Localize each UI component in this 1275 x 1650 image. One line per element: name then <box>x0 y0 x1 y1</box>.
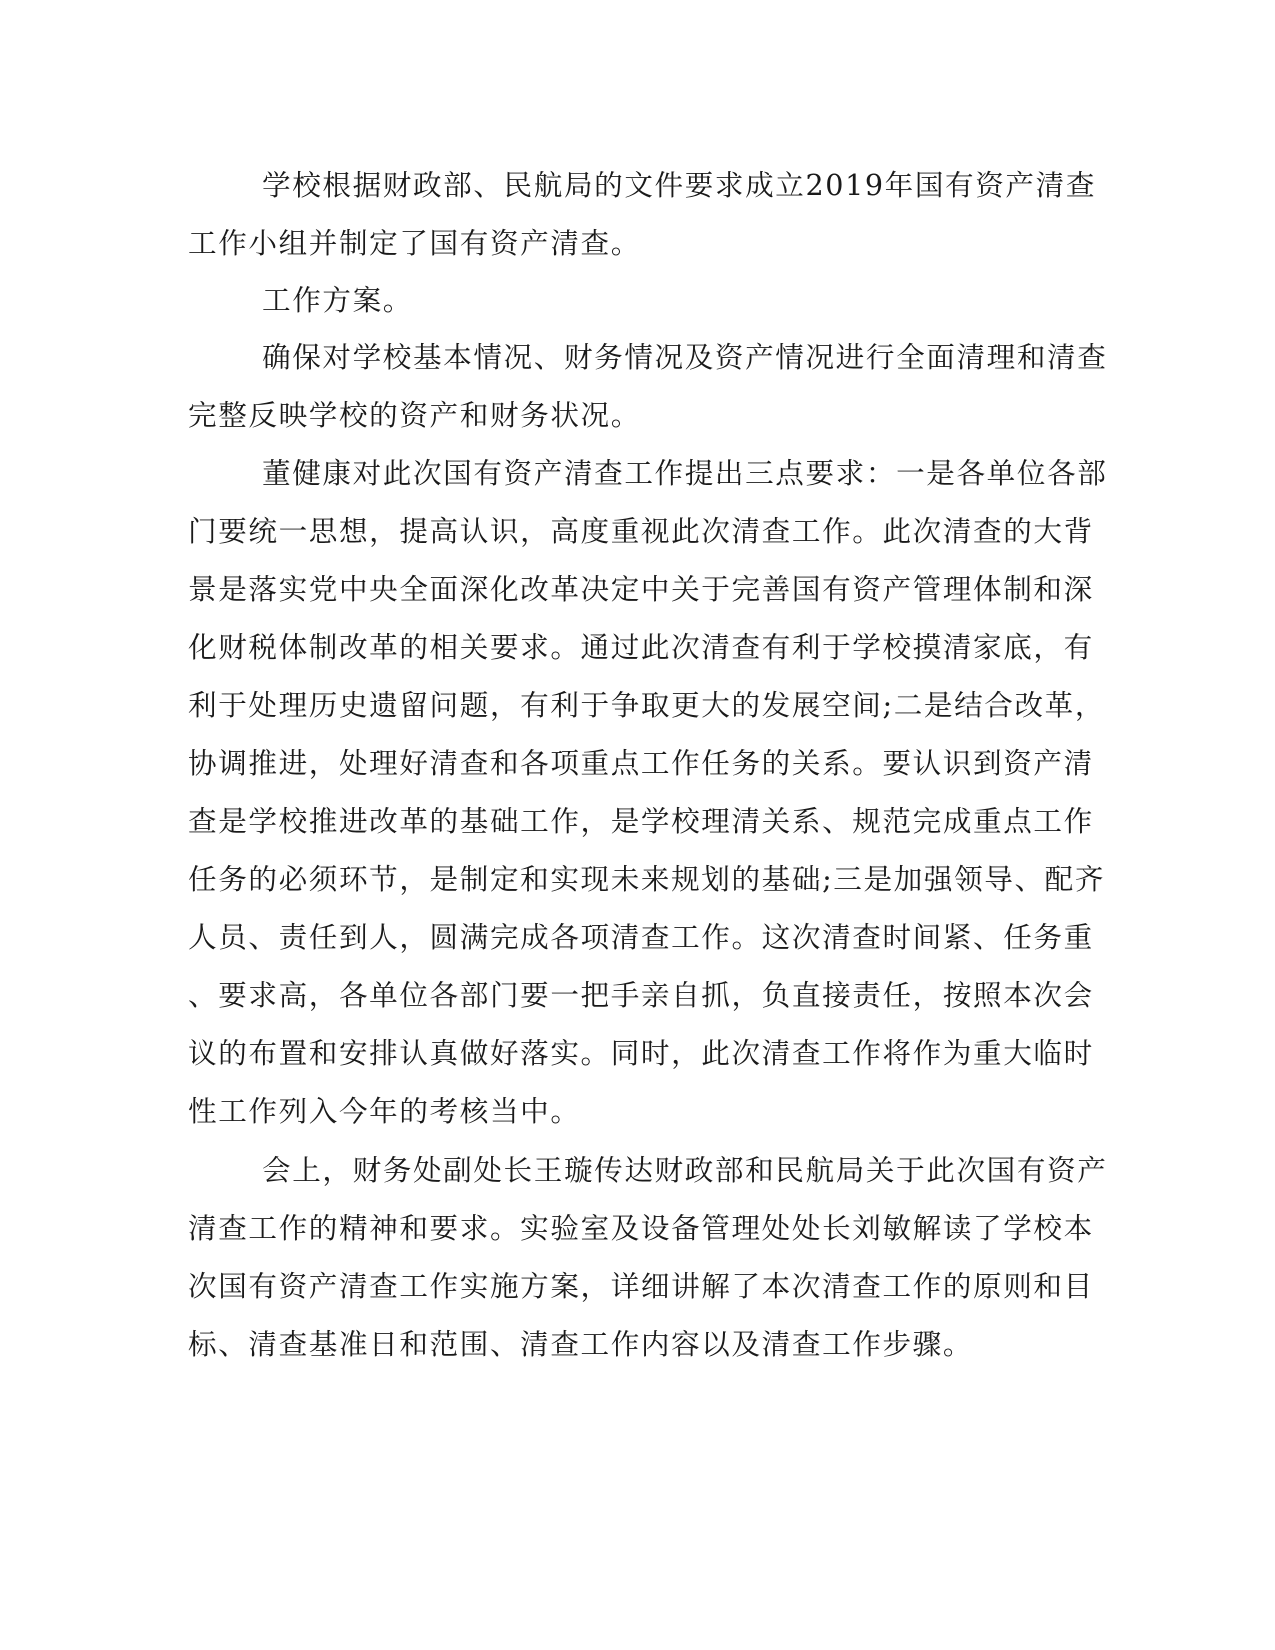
text-line: 会上，财务处副处长王璇传达财政部和民航局关于此次国有资产 <box>262 1153 1108 1187</box>
text-line: 董健康对此次国有资产清查工作提出三点要求：一是各单位各部 <box>262 456 1108 490</box>
text-line: 工作小组并制定了国有资产清查。 <box>188 226 641 260</box>
text-line: 利于处理历史遗留问题，有利于争取更大的发展空间;二是结合改革， <box>188 688 1106 722</box>
text-line: 门要统一思想，提高认识，高度重视此次清查工作。此次清查的大背 <box>188 514 1094 548</box>
text-line: 议的布置和安排认真做好落实。同时，此次清查工作将作为重大临时 <box>188 1036 1094 1070</box>
text-line: 任务的必须环节，是制定和实现未来规划的基础;三是加强领导、配齐 <box>188 862 1106 896</box>
text-line: 人员、责任到人，圆满完成各项清查工作。这次清查时间紧、任务重 <box>188 920 1094 954</box>
text-line: 、要求高，各单位各部门要一把手亲自抓，负直接责任，按照本次会 <box>188 978 1094 1012</box>
text-line: 化财税体制改革的相关要求。通过此次清查有利于学校摸清家底，有 <box>188 630 1094 664</box>
text-line: 标、清查基准日和范围、清查工作内容以及清查工作步骤。 <box>188 1327 974 1361</box>
text-line: 完整反映学校的资产和财务状况。 <box>188 398 641 432</box>
text-line: 协调推进，处理好清查和各项重点工作任务的关系。要认识到资产清 <box>188 746 1094 780</box>
text-line: 学校根据财政部、民航局的文件要求成立2019年国有资产清查 <box>262 168 1097 202</box>
text-line: 景是落实党中央全面深化改革决定中关于完善国有资产管理体制和深 <box>188 572 1094 606</box>
text-line: 次国有资产清查工作实施方案，详细讲解了本次清查工作的原则和目 <box>188 1269 1094 1303</box>
text-line: 清查工作的精神和要求。实验室及设备管理处处长刘敏解读了学校本 <box>188 1211 1094 1245</box>
text-line: 查是学校推进改革的基础工作，是学校理清关系、规范完成重点工作 <box>188 804 1094 838</box>
text-line: 性工作列入今年的考核当中。 <box>188 1094 581 1128</box>
text-line: 工作方案。 <box>262 283 413 317</box>
text-line: 确保对学校基本情况、财务情况及资产情况进行全面清理和清查 <box>262 340 1108 374</box>
